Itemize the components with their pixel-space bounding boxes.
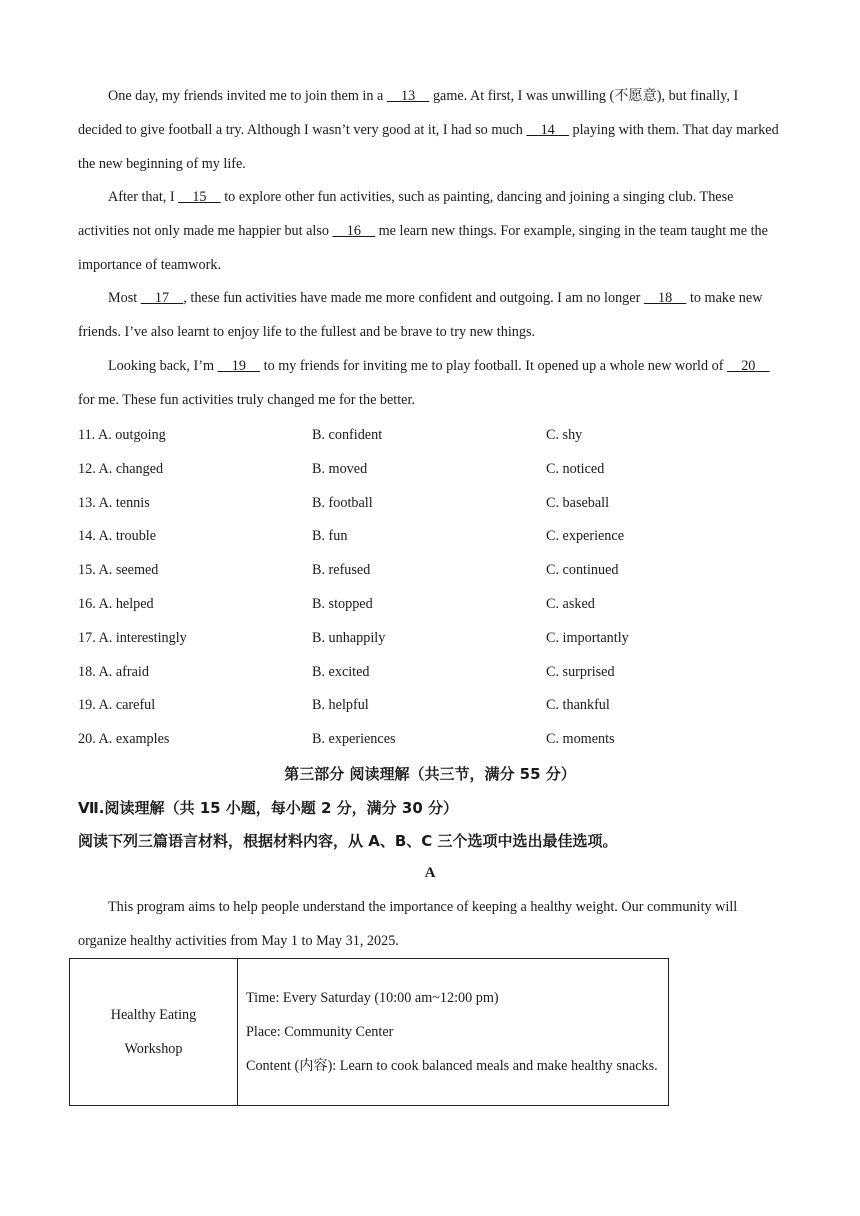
- passage-a-intro: This program aims to help people understand the importance of keeping a healthy weight. Our community will organize healthy activities from May 1 to May 31, 2025.: [78, 899, 738, 949]
- passage-a-letter: A: [424, 865, 436, 881]
- option-16-b: B. stopped: [312, 596, 373, 612]
- blank-14: 14: [526, 121, 569, 138]
- activity-name-line-2: Workshop: [124, 1041, 183, 1057]
- option-12-b: B. moved: [312, 461, 368, 477]
- text-segment: game. At first, I was unwilling (不愿意), but finally, I decided to give football a try. Although I wasn’t very good at it, I had so much: [78, 88, 739, 138]
- blank-13: 13: [386, 88, 430, 104]
- option-11-a: 11. A. outgoing: [78, 427, 166, 443]
- activity-time: Time: Every Saturday (10:00 am~12:00 pm): [246, 990, 499, 1006]
- passage-paragraph-3: [78, 282, 783, 350]
- part-3-title: 第三部分 阅读理解（共三节，满分 55 分）: [284, 765, 576, 783]
- option-20-b: B. experiences: [312, 731, 396, 747]
- option-20-a: 20. A. examples: [78, 731, 170, 747]
- question-12-options: [78, 452, 783, 486]
- activity-name-line-1: Healthy Eating: [110, 1007, 197, 1023]
- activity-table: [69, 958, 669, 1106]
- question-14-options: [78, 519, 783, 553]
- text-segment: to my friends for inviting me to play football. It opened up a whole new world of: [260, 358, 727, 374]
- activity-place: Place: Community Center: [246, 1024, 394, 1040]
- option-18-c: C. surprised: [546, 664, 615, 680]
- option-13-c: C. baseball: [546, 495, 610, 511]
- activity-name-cell: [70, 959, 238, 1106]
- question-11-options: [78, 418, 783, 452]
- text-segment: One day, my friends invited me to join them in a: [108, 88, 387, 104]
- option-17-a: 17. A. interestingly: [78, 630, 187, 646]
- question-20-options: [78, 722, 783, 756]
- question-15-options: [78, 553, 783, 587]
- passage-paragraph-4: [78, 350, 783, 418]
- option-11-c: C. shy: [546, 427, 583, 443]
- text-segment: After that, I: [108, 189, 179, 205]
- option-19-b: B. helpful: [312, 697, 369, 713]
- option-13-b: B. football: [312, 495, 373, 511]
- option-12-c: C. noticed: [546, 461, 605, 477]
- text-segment: Most: [108, 290, 141, 306]
- option-17-c: C. importantly: [546, 630, 629, 646]
- option-19-c: C. thankful: [546, 697, 610, 713]
- blank-18: 18: [643, 290, 687, 306]
- option-15-a: 15. A. seemed: [78, 562, 159, 578]
- text-segment: for me. These fun activities truly changed me for the better.: [78, 391, 415, 408]
- blank-15: 15: [178, 189, 221, 205]
- blank-16: 16: [332, 222, 376, 239]
- option-18-b: B. excited: [312, 664, 370, 680]
- blank-20: 20: [727, 358, 770, 374]
- reading-instruction: 阅读下列三篇语言材料，根据材料内容，从 A、B、C 三个选项中选出最佳选项。: [78, 832, 618, 850]
- option-12-a: 12. A. changed: [78, 461, 164, 477]
- question-19-options: [78, 688, 783, 722]
- option-16-c: C. asked: [546, 596, 595, 612]
- question-17-options: [78, 621, 783, 655]
- option-14-c: C. experience: [546, 528, 624, 544]
- question-13-options: [78, 486, 783, 520]
- option-11-b: B. confident: [312, 427, 383, 443]
- section-7-heading: Ⅶ.阅读理解（共 15 小题，每小题 2 分，满分 30 分）: [78, 799, 459, 817]
- text-segment: playing with them. That day marked the new beginning of my life.: [78, 121, 779, 172]
- option-17-b: B. unhappily: [312, 630, 386, 646]
- blank-19: 19: [217, 358, 261, 374]
- question-18-options: [78, 655, 783, 689]
- option-16-a: 16. A. helped: [78, 596, 154, 612]
- option-13-a: 13. A. tennis: [78, 495, 150, 511]
- table-row: [70, 959, 669, 1106]
- question-16-options: [78, 587, 783, 621]
- text-segment: Looking back, I’m: [108, 358, 218, 374]
- activity-details-cell: [238, 959, 669, 1106]
- option-14-a: 14. A. trouble: [78, 528, 157, 544]
- option-19-a: 19. A. careful: [78, 697, 156, 713]
- passage-paragraph-1: [78, 80, 783, 181]
- option-14-b: B. fun: [312, 528, 348, 544]
- text-segment: me learn new things. For example, singing in the team taught me the importance of teamwork.: [78, 222, 768, 273]
- option-18-a: 18. A. afraid: [78, 664, 149, 680]
- text-segment: to make new friends. I’ve also learnt to enjoy life to the fullest and be brave to try new things.: [78, 290, 763, 340]
- passage-paragraph-2: [78, 181, 783, 282]
- activity-content: Content (内容): Learn to cook balanced meals and make healthy snacks.: [246, 1058, 658, 1074]
- text-segment: , these fun activities have made me more confident and outgoing. I am no longer: [183, 290, 644, 306]
- option-20-c: C. moments: [546, 731, 615, 747]
- text-segment: to explore other fun activities, such as painting, dancing and joining a singing club. These activities not only made me happier but also: [78, 189, 734, 239]
- option-15-b: B. refused: [312, 562, 371, 578]
- blank-17: 17: [140, 290, 184, 306]
- option-15-c: C. continued: [546, 562, 619, 578]
